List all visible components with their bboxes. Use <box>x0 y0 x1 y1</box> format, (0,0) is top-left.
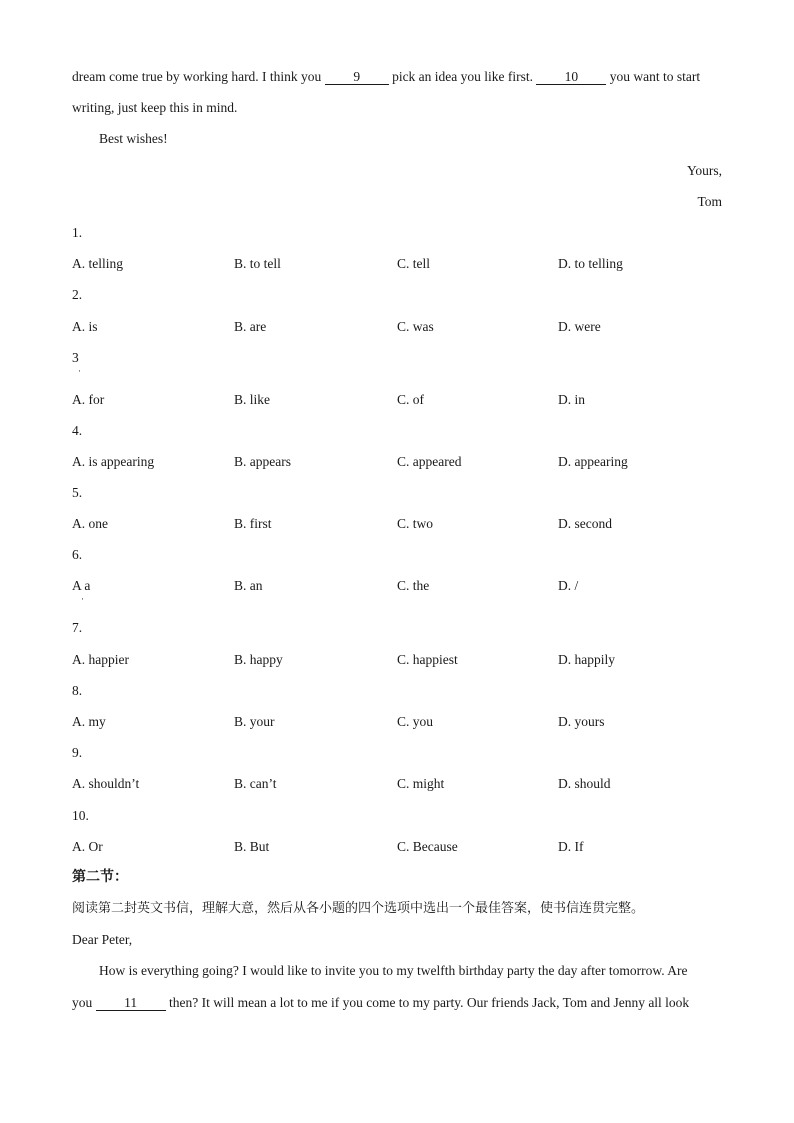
option-b: B. are <box>234 319 267 334</box>
option-c: C. two <box>397 516 434 531</box>
option-c: C. of <box>397 392 424 407</box>
option-a: A. is appearing <box>72 454 155 469</box>
letter2-line-2 <box>72 995 722 1011</box>
text-segment: you want to start <box>606 69 701 84</box>
options-row <box>0 516 794 532</box>
options-row <box>0 578 794 594</box>
question-number: 7. <box>72 620 83 635</box>
option-d: D. should <box>558 776 611 791</box>
stray-dot: · <box>81 594 84 604</box>
letter-signature: Tom <box>697 194 722 209</box>
option-c: C. tell <box>397 256 430 271</box>
question-number: 5. <box>72 485 83 500</box>
option-a: A. shouldn’t <box>72 776 140 791</box>
section-heading: 第二节： <box>72 869 128 885</box>
question-number: 8. <box>72 683 83 698</box>
option-d: D. in <box>558 392 585 407</box>
option-b: B. your <box>234 714 275 729</box>
question-number: 9. <box>72 745 83 760</box>
letter-line-2: writing, just keep this in mind. <box>72 100 238 115</box>
option-d: D. If <box>558 839 584 854</box>
option-d: D. were <box>558 319 601 334</box>
option-c: C. happiest <box>397 652 458 667</box>
text-segment: pick an idea you like first. <box>388 69 537 84</box>
option-a: A a <box>72 578 91 593</box>
question-number: 10. <box>72 808 89 823</box>
blank-9: 9 <box>325 70 389 85</box>
section-instruction: 阅读第二封英文书信，理解大意，然后从各小题的四个选项中选出一个最佳答案，使书信连贯完整。 <box>72 901 645 916</box>
option-d: D. yours <box>558 714 605 729</box>
letter2-line-1: How is everything going? I would like to invite you to my twelfth birthday party the day after tomorrow. Are <box>99 963 688 978</box>
letter-closing: Best wishes! <box>99 131 168 146</box>
letter-line-1 <box>72 69 722 85</box>
option-b: B. an <box>234 578 263 593</box>
option-d: D. appearing <box>558 454 628 469</box>
options-row <box>0 776 794 792</box>
option-b: B. to tell <box>234 256 281 271</box>
text-segment: dream come true by working hard. I think you <box>72 69 325 84</box>
option-d: D. happily <box>558 652 615 667</box>
options-row <box>0 392 794 408</box>
text-segment: then? It will mean a lot to me if you come to my party. Our friends Jack, Tom and Jenny all look <box>165 995 690 1010</box>
option-a: A. Or <box>72 839 103 854</box>
option-a: A. happier <box>72 652 129 667</box>
text-segment: you <box>72 995 96 1010</box>
question-number: 6. <box>72 547 83 562</box>
option-b: B. like <box>234 392 270 407</box>
question-number: 2. <box>72 287 83 302</box>
options-row <box>0 714 794 730</box>
option-c: C. Because <box>397 839 458 854</box>
stray-dot: · <box>78 366 81 376</box>
letter-yours: Yours, <box>686 163 722 178</box>
blank-10: 10 <box>536 70 606 85</box>
option-c: C. might <box>397 776 445 791</box>
question-number: 1. <box>72 225 83 240</box>
option-b: B. appears <box>234 454 291 469</box>
option-c: C. was <box>397 319 434 334</box>
question-number: 4. <box>72 423 83 438</box>
option-c: C. the <box>397 578 430 593</box>
option-b: B. can’t <box>234 776 277 791</box>
options-row <box>0 454 794 470</box>
options-row <box>0 839 794 855</box>
question-number: 3 <box>72 350 79 365</box>
option-d: D. to telling <box>558 256 623 271</box>
option-c: C. appeared <box>397 454 462 469</box>
option-a: A. telling <box>72 256 123 271</box>
option-b: B. happy <box>234 652 283 667</box>
letter-greeting: Dear Peter, <box>72 932 133 947</box>
blank-11: 11 <box>96 996 166 1011</box>
option-a: A. is <box>72 319 98 334</box>
option-a: A. my <box>72 714 106 729</box>
options-row <box>0 256 794 272</box>
option-b: B. first <box>234 516 272 531</box>
option-b: B. But <box>234 839 270 854</box>
option-a: A. one <box>72 516 108 531</box>
options-row <box>0 652 794 668</box>
option-c: C. you <box>397 714 434 729</box>
option-a: A. for <box>72 392 105 407</box>
options-row <box>0 319 794 335</box>
option-d: D. second <box>558 516 612 531</box>
option-d: D. / <box>558 578 579 593</box>
